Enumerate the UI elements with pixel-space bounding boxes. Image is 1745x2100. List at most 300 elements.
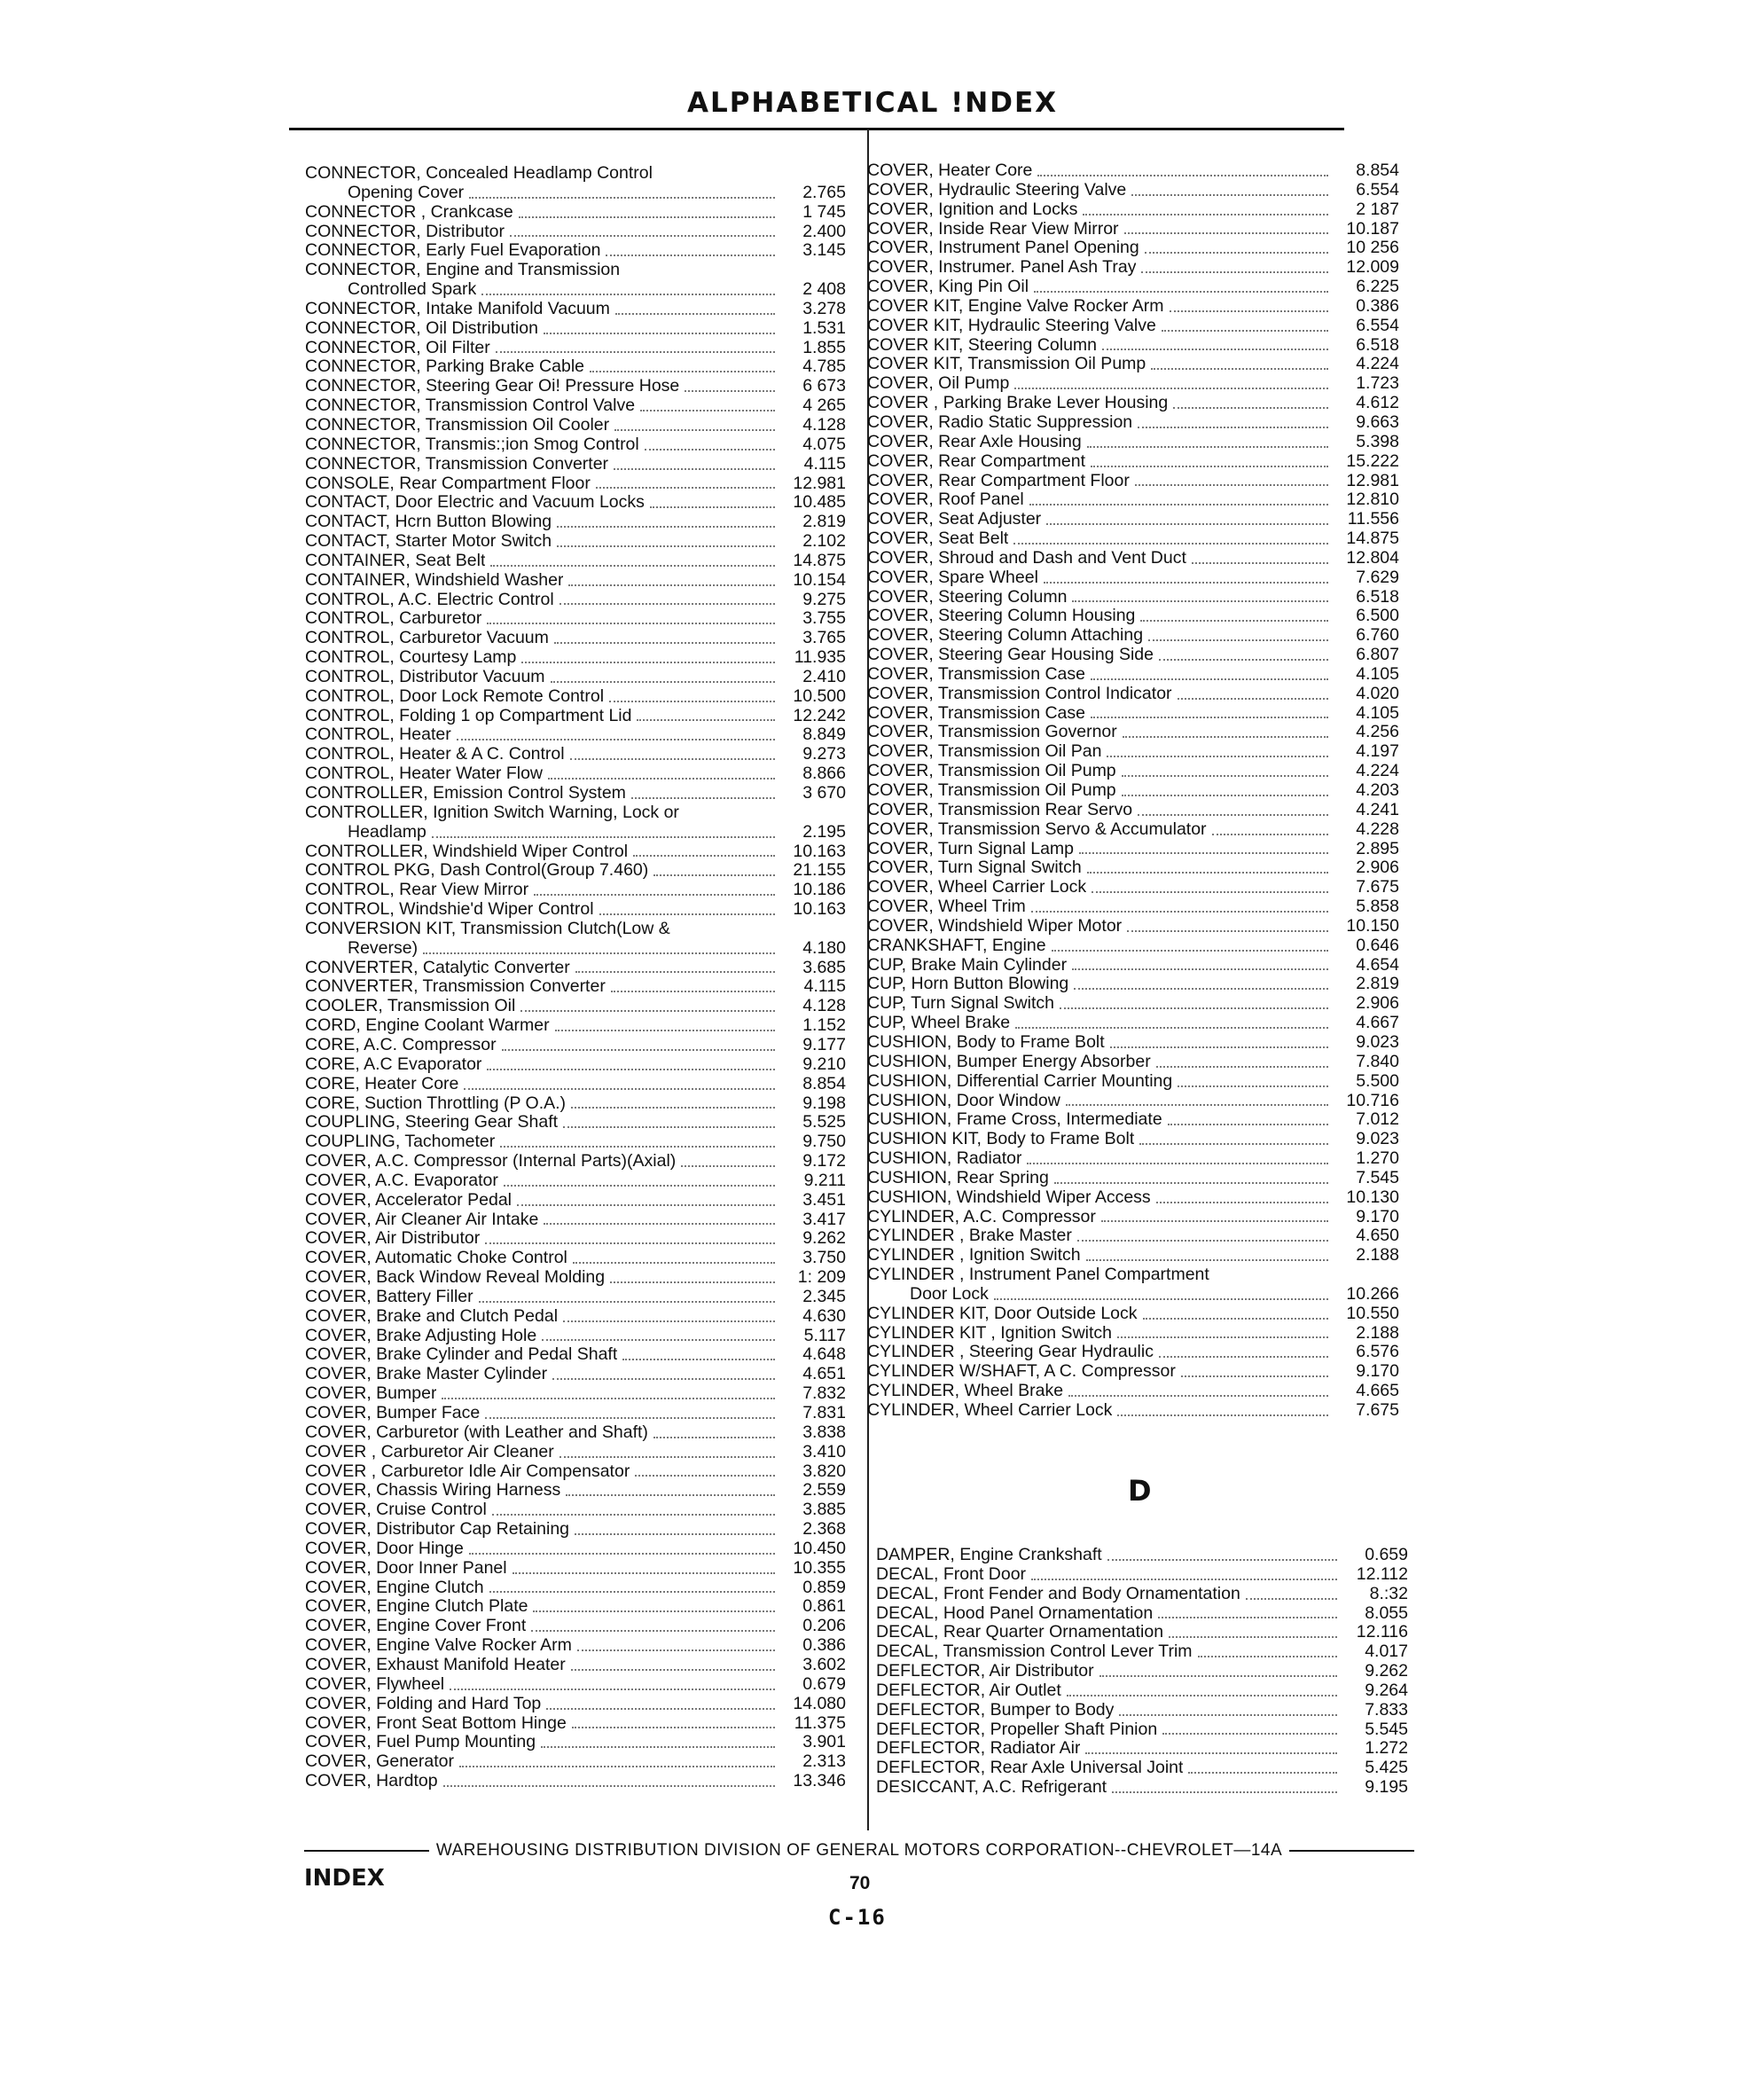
entry-description: COVER , Parking Brake Lever Housing [867, 394, 1169, 413]
entry-description: CUSHION KIT, Body to Frame Bolt [867, 1130, 1135, 1149]
entry-group-number: 10.485 [793, 492, 846, 513]
dot-leader [1117, 1336, 1328, 1338]
entry-description: COVER, Heater Core [867, 161, 1033, 180]
entry-description: DEFLECTOR, Propeller Shaft Pinion [876, 1720, 1158, 1739]
entry-group-number: 5.525 [802, 1112, 846, 1132]
dot-leader [554, 641, 775, 644]
index-entry [305, 241, 846, 261]
dot-leader [640, 409, 775, 411]
dot-leader [1086, 1258, 1328, 1261]
index-entry [867, 1053, 1399, 1072]
index-entry [867, 994, 1399, 1014]
index-entry [305, 164, 846, 184]
dot-leader [575, 1532, 775, 1535]
entry-group-number: 1: 209 [797, 1267, 846, 1288]
entry-group-number: 10.163 [793, 841, 846, 861]
entry-group-number: 13.346 [793, 1771, 846, 1791]
entry-description: CORE, A.C. Compressor [305, 1035, 497, 1054]
entry-description: COVER, Rear Compartment Floor [867, 471, 1130, 490]
index-entry [867, 452, 1399, 472]
index-entry [305, 1752, 846, 1772]
entry-group-number: 4.224 [1356, 761, 1399, 781]
index-entry [867, 1110, 1399, 1130]
entry-group-number: 2.559 [802, 1480, 846, 1501]
entry-description: COVER, Chassis Wiring Harness [305, 1481, 561, 1501]
dot-leader [1046, 522, 1328, 525]
entry-description: CUP, Horn Button Blowing [867, 975, 1069, 994]
entry-group-number: 4.785 [802, 357, 846, 377]
dot-leader [559, 1455, 775, 1458]
entry-description: CONTROL, Courtesy Lamp [305, 648, 517, 668]
entry-description: CYLINDER, Wheel Brake [867, 1382, 1064, 1401]
entry-description: COVER, Hydraulic Steering Valve [867, 180, 1127, 200]
entry-description: COVER, Engine Clutch [305, 1578, 484, 1597]
dot-leader [557, 545, 775, 547]
entry-group-number: 4.241 [1356, 799, 1399, 819]
left-column [305, 164, 846, 1791]
entry-group-number: 15.222 [1346, 451, 1399, 471]
entry-group-number: 14.875 [1346, 529, 1399, 549]
entry-group-number: 9.023 [1356, 1031, 1399, 1052]
entry-description: CONNECTOR, Transmission Oil Cooler [305, 415, 610, 435]
dot-leader [544, 1222, 775, 1225]
entry-description: COVER, Accelerator Pedal [305, 1190, 513, 1210]
dot-leader [577, 1649, 775, 1651]
entry-description: CYLINDER KIT, Door Outside Lock [867, 1304, 1138, 1323]
entry-group-number: 9.273 [802, 744, 846, 764]
dot-leader [1178, 697, 1328, 700]
entry-description: CYLINDER, Wheel Carrier Lock [867, 1401, 1113, 1420]
entry-group-number: 8.866 [802, 764, 846, 784]
entry-group-number: 2 408 [802, 279, 846, 300]
index-entry [867, 897, 1399, 917]
dot-leader [485, 1242, 775, 1244]
index-entry [305, 396, 846, 416]
entry-group-number: 7.832 [802, 1383, 846, 1404]
index-entry [305, 1656, 846, 1675]
index-entry [305, 997, 846, 1016]
entry-group-number: 9.170 [1356, 1361, 1399, 1382]
entry-description: COVER, Fuel Pump Mounting [305, 1733, 536, 1752]
dot-leader [481, 293, 775, 295]
entry-group-number: 3.755 [802, 608, 846, 629]
index-entry [305, 1113, 846, 1132]
dot-leader [1159, 1355, 1328, 1358]
entry-group-number: 11.935 [794, 647, 846, 668]
entry-description: CUSHION, Bumper Energy Absorber [867, 1052, 1151, 1071]
dot-leader [1091, 678, 1328, 680]
entry-group-number: 9.170 [1356, 1206, 1399, 1226]
dot-leader [519, 215, 775, 218]
dot-leader [1135, 483, 1328, 486]
entry-group-number: 12.009 [1346, 257, 1399, 278]
entry-description: CONNECTOR, Concealed Headlamp Control [305, 164, 653, 183]
dot-leader [487, 1068, 775, 1070]
entry-group-number: 9.177 [802, 1034, 846, 1054]
entry-group-number: 2.195 [802, 821, 846, 842]
dot-leader [1148, 639, 1328, 641]
entry-description: COVER, Transmission Rear Servo [867, 800, 1133, 819]
index-entry [305, 280, 846, 300]
index-entry [867, 433, 1399, 452]
dot-leader [568, 584, 775, 586]
entry-description: COVER, Air Distributor [305, 1229, 481, 1249]
index-entry [305, 455, 846, 474]
entry-description: CUSHION, Differential Carrier Mounting [867, 1071, 1173, 1091]
entry-group-number: 6.225 [1356, 277, 1399, 297]
entry-description: COVER, Steering Column Housing [867, 607, 1136, 626]
entry-group-number: 0.386 [802, 1635, 846, 1656]
entry-description: CONNECTOR, Engine and Transmission [305, 261, 621, 280]
dot-leader [1072, 968, 1328, 970]
index-entry [867, 1285, 1399, 1305]
dot-leader [520, 1009, 775, 1012]
dot-leader [1027, 1162, 1328, 1164]
entry-description: COVER, Instrument Panel Opening [867, 239, 1139, 258]
dot-leader [609, 700, 775, 702]
entry-group-number: 5.500 [1356, 1070, 1399, 1091]
index-entry [305, 552, 846, 571]
entry-description: COVER, King Pin Oil [867, 278, 1029, 297]
dot-leader [563, 1320, 775, 1322]
entry-description: COVER, Brake Cylinder and Pedal Shaft [305, 1345, 618, 1365]
index-entry [867, 801, 1399, 820]
entry-group-number: 4.128 [802, 414, 846, 435]
dot-leader [513, 1571, 775, 1574]
entry-description: COVER KIT, Hydraulic Steering Valve [867, 316, 1156, 335]
entry-group-number: 4.654 [1356, 954, 1399, 975]
entry-description: COVER, Seat Belt [867, 529, 1009, 549]
entry-description: DEFLECTOR, Air Distributor [876, 1662, 1094, 1681]
entry-group-number: 10.187 [1346, 218, 1399, 239]
entry-group-number: 4.105 [1356, 702, 1399, 723]
index-entry [305, 532, 846, 552]
entry-description: Door Lock [910, 1284, 989, 1304]
dot-leader [645, 448, 775, 451]
entry-group-number: 0.386 [1356, 295, 1399, 316]
dot-leader [615, 312, 775, 315]
dot-leader [1110, 1046, 1328, 1048]
index-entry [305, 977, 846, 997]
entry-description: CONTROL, Windshie'd Wiper Control [305, 900, 594, 920]
index-entry [305, 823, 846, 842]
dot-leader [1158, 1616, 1337, 1618]
index-entry [305, 591, 846, 610]
index-entry [867, 1130, 1399, 1149]
index-entry [305, 184, 846, 203]
entry-group-number: 10.154 [793, 569, 846, 590]
index-entry [305, 300, 846, 319]
entry-group-number: 2.345 [802, 1286, 846, 1306]
entry-group-number: 12.804 [1346, 547, 1399, 568]
dot-leader [631, 796, 775, 799]
dot-leader [571, 1668, 775, 1671]
dot-leader [504, 1184, 775, 1187]
dot-leader [489, 1590, 775, 1593]
index-entry [305, 1733, 846, 1752]
index-entry [867, 588, 1399, 607]
index-entry [867, 317, 1399, 336]
dot-leader [469, 196, 775, 199]
entry-description: CONNECTOR, Parking Brake Cable [305, 357, 584, 377]
entry-group-number: 9.023 [1356, 1129, 1399, 1149]
footer-rule-left [304, 1850, 429, 1852]
index-entry [305, 357, 846, 377]
entry-group-number: 0.206 [802, 1616, 846, 1636]
entry-description: COVER, Windshield Wiper Motor [867, 916, 1123, 936]
dot-leader [541, 1745, 775, 1748]
entry-description: Reverse) [348, 938, 419, 958]
entry-group-number: 3.750 [802, 1248, 846, 1268]
dot-leader [1099, 1674, 1337, 1677]
dot-leader [442, 1397, 775, 1399]
entry-description: DEFLECTOR, Radiator Air [876, 1739, 1081, 1759]
entry-group-number: 8.854 [1356, 161, 1399, 180]
index-entry [305, 1036, 846, 1055]
entry-group-number: 2.188 [1356, 1245, 1399, 1265]
entry-description: COVER , Carburetor Air Cleaner [305, 1442, 554, 1461]
index-entry [867, 374, 1399, 394]
entry-group-number: 6.518 [1356, 586, 1399, 607]
dot-leader [1074, 987, 1328, 990]
entry-group-number: 4 265 [802, 396, 846, 416]
entry-description: COVER, Folding and Hard Top [305, 1694, 542, 1713]
index-entry [867, 723, 1399, 742]
entry-group-number: 4.075 [802, 434, 846, 454]
entry-group-number: 4.665 [1356, 1381, 1399, 1401]
dot-leader [521, 661, 775, 663]
index-entry [867, 472, 1399, 491]
entry-group-number: 3.901 [802, 1732, 846, 1752]
entry-group-number: 10.130 [1346, 1187, 1399, 1207]
entry-description: DEFLECTOR, Rear Axle Universal Joint [876, 1759, 1184, 1778]
entry-description: COVER, Shroud and Dash and Vent Duct [867, 548, 1186, 568]
dot-leader [614, 428, 775, 431]
entry-description: COVER, Steering Gear Housing Side [867, 646, 1154, 665]
entry-group-number: 9.262 [802, 1228, 846, 1249]
dot-leader [1107, 1558, 1337, 1561]
index-entry [305, 939, 846, 959]
entry-group-number: 3 670 [802, 783, 846, 803]
entry-description: COVER, Turn Signal Switch [867, 858, 1082, 878]
index-entry [867, 1343, 1399, 1362]
index-entry [867, 878, 1399, 897]
index-entry [867, 1565, 1408, 1585]
entry-description: COVER, Transmission Oil Pump [867, 762, 1116, 781]
index-entry [867, 1623, 1408, 1642]
index-entry [867, 1585, 1408, 1604]
dot-leader [1162, 329, 1328, 332]
entry-description: CONTROL, Heater Water Flow [305, 764, 543, 784]
index-entry [305, 1365, 846, 1384]
dot-leader [1087, 445, 1328, 448]
index-entry [305, 881, 846, 900]
dot-leader [510, 234, 775, 237]
dot-leader [1037, 174, 1328, 176]
section-letter-d: D [1128, 1474, 1152, 1508]
dot-leader [542, 1338, 775, 1341]
entry-description: DECAL, Front Door [876, 1564, 1027, 1584]
entry-description: CONTROL, Distributor Vacuum [305, 667, 545, 686]
entry-description: COVER, Spare Wheel [867, 568, 1038, 587]
dot-leader [557, 525, 775, 528]
index-entry [867, 278, 1399, 297]
entry-group-number: 9.262 [1365, 1661, 1408, 1681]
entry-description: COUPLING, Tachometer [305, 1132, 496, 1152]
entry-description: CONTACT, Hcrn Button Blowing [305, 513, 552, 532]
dot-leader [464, 1087, 775, 1090]
entry-group-number: 9.275 [802, 589, 846, 609]
index-entry [867, 1265, 1399, 1285]
index-entry [305, 1520, 846, 1540]
entry-group-number: 3.451 [802, 1189, 846, 1210]
index-entry [305, 1714, 846, 1734]
entry-group-number: 4.612 [1356, 393, 1399, 413]
entry-description: COVER, Steering Column Attaching [867, 626, 1144, 646]
index-entry [305, 1579, 846, 1598]
index-entry [867, 510, 1399, 529]
entry-group-number: 5.858 [1356, 897, 1399, 917]
index-entry [305, 1016, 846, 1036]
dot-leader [681, 1164, 775, 1167]
index-entry [305, 1075, 846, 1094]
index-entry [305, 203, 846, 223]
index-entry [867, 704, 1399, 724]
entry-description: CUP, Brake Main Cylinder [867, 955, 1068, 975]
dot-leader [1212, 833, 1328, 835]
index-entry [305, 648, 846, 668]
dot-leader [1117, 1414, 1328, 1416]
entry-group-number: 9.172 [802, 1151, 846, 1171]
dot-leader [1169, 1635, 1337, 1638]
index-entry [867, 1642, 1408, 1662]
entry-group-number: 8.854 [802, 1073, 846, 1093]
dot-leader [423, 952, 775, 954]
dot-leader [1145, 251, 1328, 254]
entry-description: CORE, Heater Core [305, 1074, 459, 1093]
entry-description: CUP, Wheel Brake [867, 1014, 1011, 1033]
dot-leader [622, 1358, 775, 1360]
entry-description: COVER, Distributor Cap Retaining [305, 1520, 570, 1540]
index-entry [867, 781, 1399, 801]
dot-leader [1107, 755, 1328, 757]
index-entry [305, 513, 846, 532]
index-entry [867, 161, 1399, 181]
index-entry [867, 568, 1399, 588]
entry-description: CONNECTOR, Oil Distribution [305, 318, 538, 338]
entry-group-number: 6.576 [1356, 1342, 1399, 1362]
entry-description: CONNECTOR, Transmission Control Valve [305, 396, 636, 416]
index-entry [867, 1014, 1399, 1033]
dot-leader [492, 1513, 775, 1516]
entry-description: COVER, Bumper Face [305, 1404, 481, 1422]
index-entry [867, 355, 1399, 374]
entry-description: COVER, Transmission Control Indicator [867, 684, 1172, 703]
entry-group-number: 2.410 [802, 666, 846, 686]
entry-group-number: 4.115 [803, 976, 846, 997]
index-entry [867, 840, 1399, 859]
entry-description: COVER, Exhaust Manifold Heater [305, 1655, 566, 1674]
dot-leader [469, 1552, 775, 1555]
dot-leader [1052, 949, 1328, 952]
entry-group-number: 2.400 [802, 221, 846, 241]
index-entry [305, 1462, 846, 1482]
dot-leader [1072, 599, 1328, 602]
dot-leader [1092, 890, 1328, 893]
entry-description: CONNECTOR, Steering Gear Oi! Pressure Hose [305, 377, 680, 396]
entry-group-number: 10.150 [1346, 915, 1399, 936]
dot-leader [457, 738, 775, 740]
index-entry [867, 239, 1399, 258]
entry-description: CUSHION, Rear Spring [867, 1168, 1049, 1187]
index-entry [867, 742, 1399, 762]
dot-leader [653, 1436, 775, 1438]
dot-leader [573, 1261, 775, 1264]
entry-description: CONNECTOR, Intake Manifold Vacuum [305, 299, 610, 318]
entry-description: DAMPER, Engine Crankshaft [876, 1546, 1102, 1564]
entry-description: COVER, Flywheel [305, 1674, 445, 1694]
dot-leader [1192, 561, 1328, 564]
index-entry [867, 1720, 1408, 1740]
entry-description: CONTROLLER, Emission Control System [305, 784, 626, 803]
entry-group-number: 10.163 [793, 899, 846, 920]
index-entry [867, 646, 1399, 665]
entry-group-number: 4.115 [803, 453, 846, 474]
entry-group-number: 12.116 [1356, 1622, 1408, 1642]
entry-description: CONNECTOR , Crankcase [305, 202, 513, 222]
index-entry [867, 1149, 1399, 1169]
entry-group-number: 3.145 [802, 240, 846, 261]
entry-group-number: 10.716 [1346, 1090, 1399, 1110]
entry-group-number: 9.195 [1365, 1777, 1408, 1798]
dot-leader [531, 1629, 775, 1632]
dot-leader [653, 874, 775, 876]
dot-leader [570, 757, 775, 760]
dot-leader [566, 1493, 775, 1496]
entry-group-number: 2.819 [802, 512, 846, 532]
entry-description: COVER, Wheel Trim [867, 897, 1026, 917]
entry-group-number: 4.128 [802, 996, 846, 1016]
dot-leader [1066, 1103, 1328, 1106]
entry-description: COVER, A.C. Compressor (Internal Parts)(Axial) [305, 1152, 677, 1171]
dot-leader [432, 835, 775, 838]
entry-group-number: 1.855 [802, 337, 846, 357]
index-entry [867, 1681, 1408, 1701]
entry-description: COVER, Transmission Case [867, 703, 1085, 723]
entry-group-number: 10.266 [1346, 1283, 1399, 1304]
dot-leader [1068, 1394, 1328, 1397]
index-entry [305, 1597, 846, 1617]
dot-leader [1091, 465, 1328, 467]
index-entry [867, 1324, 1399, 1344]
entry-description: CONTAINER, Windshield Washer [305, 570, 564, 590]
entry-group-number: 21.155 [793, 860, 846, 881]
entry-description: COVER, Radio Static Suppression [867, 412, 1133, 432]
index-entry [305, 319, 846, 339]
dot-leader [552, 1377, 775, 1380]
dot-leader [610, 1281, 775, 1283]
dot-leader [590, 370, 775, 372]
entry-description: CRANKSHAFT, Engine [867, 936, 1046, 955]
dot-leader [1143, 1317, 1328, 1320]
dot-leader [443, 1784, 775, 1787]
dot-leader [1124, 231, 1328, 234]
dot-leader [1139, 1142, 1328, 1145]
entry-group-number: 2.819 [1356, 974, 1399, 994]
entry-description: COVER, Wheel Carrier Lock [867, 878, 1087, 897]
index-entry [867, 394, 1399, 413]
dot-leader [1122, 794, 1328, 796]
